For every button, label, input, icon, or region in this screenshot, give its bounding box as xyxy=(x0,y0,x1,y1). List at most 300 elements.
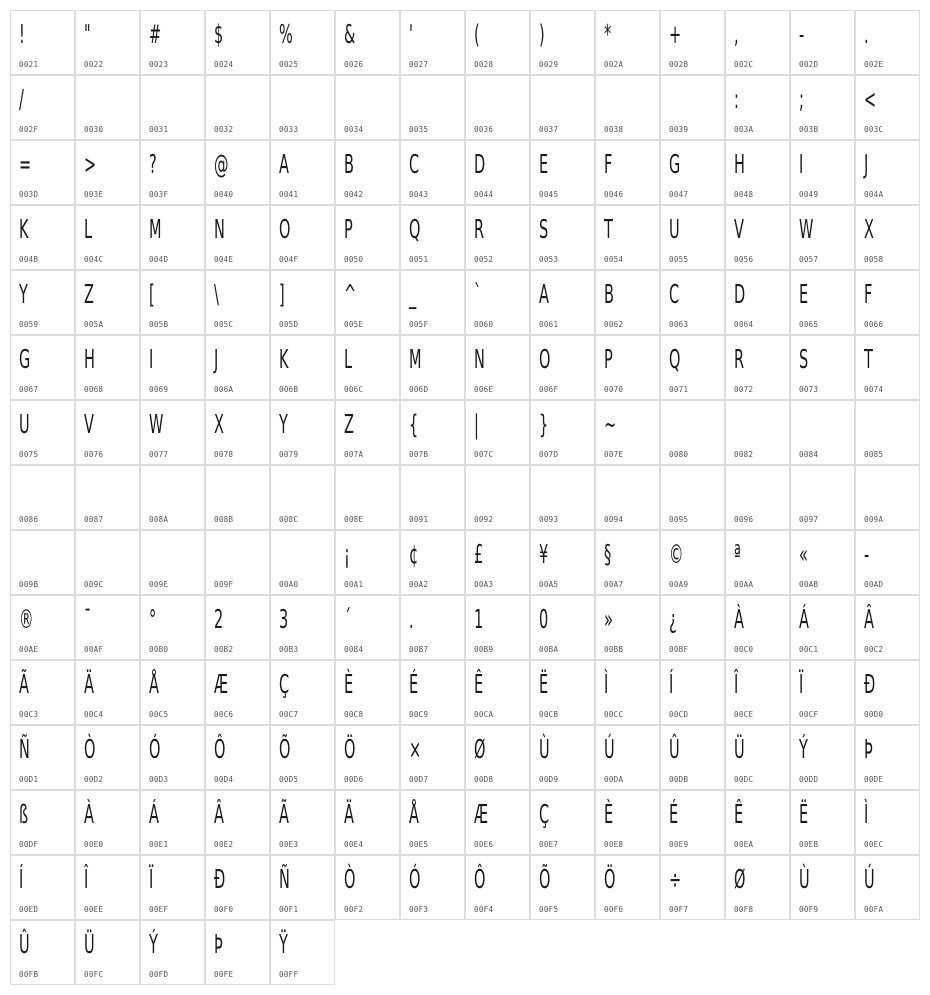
glyph-codepoint: 0048 xyxy=(734,190,754,199)
glyph-character: ¡ xyxy=(344,540,350,570)
glyph-character: E xyxy=(799,280,809,310)
glyph-cell xyxy=(790,465,855,530)
glyph-cell xyxy=(140,270,205,335)
glyph-character: Ã xyxy=(279,800,289,830)
glyph-character: H xyxy=(84,345,95,375)
glyph-character: ÷ xyxy=(669,865,682,895)
glyph-cell xyxy=(530,270,595,335)
glyph-cell xyxy=(75,140,140,205)
glyph-codepoint: 006C xyxy=(344,385,364,394)
glyph-codepoint: 00AA xyxy=(734,580,754,589)
glyph-character: È xyxy=(604,800,614,830)
glyph-codepoint: 00F6 xyxy=(604,905,624,914)
glyph-codepoint: 00D1 xyxy=(19,775,39,784)
glyph-codepoint: 003C xyxy=(864,125,884,134)
glyph-character: % xyxy=(279,20,293,50)
glyph-character: W xyxy=(149,410,164,440)
glyph-character: J xyxy=(864,150,869,180)
glyph-character: X xyxy=(214,410,224,440)
glyph-character: Û xyxy=(669,735,680,765)
glyph-cell xyxy=(790,335,855,400)
glyph-cell xyxy=(75,790,140,855)
glyph-character: Ì xyxy=(604,670,609,700)
glyph-character: Î xyxy=(84,865,89,895)
glyph-codepoint: 0073 xyxy=(799,385,819,394)
glyph-codepoint: 00EE xyxy=(84,905,104,914)
glyph-character: Ô xyxy=(474,865,486,895)
glyph-codepoint: 00C2 xyxy=(864,645,884,654)
glyph-cell xyxy=(140,205,205,270)
glyph-codepoint: 00ED xyxy=(19,905,39,914)
glyph-character: G xyxy=(669,150,681,180)
glyph-character: Þ xyxy=(214,930,223,960)
glyph-codepoint: 00DA xyxy=(604,775,624,784)
glyph-codepoint: 0062 xyxy=(604,320,624,329)
glyph-cell xyxy=(335,790,400,855)
glyph-cell xyxy=(10,920,75,985)
glyph-character: ) xyxy=(539,20,545,50)
glyph-cell xyxy=(465,140,530,205)
glyph-character: ¥ xyxy=(539,540,549,570)
glyph-codepoint: 006A xyxy=(214,385,234,394)
glyph-codepoint: 007D xyxy=(539,450,559,459)
glyph-cell xyxy=(660,140,725,205)
glyph-codepoint: 00C6 xyxy=(214,710,234,719)
glyph-codepoint: 00C3 xyxy=(19,710,39,719)
glyph-codepoint: 00AB xyxy=(799,580,819,589)
glyph-cell xyxy=(140,10,205,75)
glyph-cell xyxy=(595,205,660,270)
glyph-codepoint: 003F xyxy=(149,190,169,199)
glyph-cell xyxy=(530,205,595,270)
glyph-cell xyxy=(855,335,920,400)
glyph-character: 2 xyxy=(214,605,224,635)
glyph-codepoint: 00D0 xyxy=(864,710,884,719)
glyph-cell xyxy=(140,400,205,465)
glyph-codepoint: 00CA xyxy=(474,710,494,719)
glyph-cell xyxy=(790,270,855,335)
glyph-codepoint: 00B7 xyxy=(409,645,429,654)
glyph-codepoint: 0074 xyxy=(864,385,884,394)
glyph-codepoint: 006B xyxy=(279,385,299,394)
glyph-cell xyxy=(465,465,530,530)
glyph-cell xyxy=(335,660,400,725)
glyph-cell xyxy=(465,855,530,920)
glyph-character: Ã xyxy=(19,670,29,700)
glyph-codepoint: 00F0 xyxy=(214,905,234,914)
glyph-cell xyxy=(140,855,205,920)
glyph-codepoint: 004C xyxy=(84,255,104,264)
glyph-cell xyxy=(335,595,400,660)
glyph-character: × xyxy=(409,735,422,765)
glyph-character: R xyxy=(474,215,485,245)
glyph-codepoint: 00E9 xyxy=(669,840,689,849)
glyph-character: Ò xyxy=(344,865,356,895)
glyph-character: Ú xyxy=(604,735,615,765)
glyph-codepoint: 00B4 xyxy=(344,645,364,654)
glyph-cell xyxy=(335,205,400,270)
glyph-character: Ý xyxy=(149,930,158,960)
glyph-codepoint: 007E xyxy=(604,450,624,459)
glyph-character: Z xyxy=(84,280,94,310)
glyph-cell xyxy=(790,725,855,790)
glyph-cell xyxy=(855,725,920,790)
glyph-character: ß xyxy=(19,800,29,830)
glyph-codepoint: 0022 xyxy=(84,60,104,69)
glyph-character: G xyxy=(19,345,31,375)
glyph-codepoint: 0093 xyxy=(539,515,559,524)
glyph-codepoint: 00E4 xyxy=(344,840,364,849)
glyph-cell xyxy=(660,660,725,725)
glyph-codepoint: 0035 xyxy=(409,125,429,134)
glyph-codepoint: 00FE xyxy=(214,970,234,979)
glyph-character: Â xyxy=(864,605,874,635)
glyph-codepoint: 0055 xyxy=(669,255,689,264)
glyph-cell xyxy=(855,855,920,920)
glyph-cell xyxy=(530,140,595,205)
glyph-character: } xyxy=(539,410,549,440)
glyph-cell xyxy=(75,400,140,465)
glyph-codepoint: 00E0 xyxy=(84,840,104,849)
glyph-codepoint: 0053 xyxy=(539,255,559,264)
glyph-character: I xyxy=(799,150,804,180)
glyph-character: B xyxy=(604,280,614,310)
glyph-character: H xyxy=(734,150,745,180)
glyph-codepoint: 002D xyxy=(799,60,819,69)
glyph-character: D xyxy=(474,150,486,180)
glyph-codepoint: 0023 xyxy=(149,60,169,69)
glyph-codepoint: 00A9 xyxy=(669,580,689,589)
glyph-codepoint: 00F8 xyxy=(734,905,754,914)
glyph-codepoint: 0067 xyxy=(19,385,39,394)
glyph-cell xyxy=(75,660,140,725)
glyph-character: Ï xyxy=(149,865,154,895)
glyph-codepoint: 009B xyxy=(19,580,39,589)
glyph-codepoint: 00EA xyxy=(734,840,754,849)
glyph-character: ~ xyxy=(604,410,617,440)
glyph-codepoint: 008A xyxy=(149,515,169,524)
glyph-character: ® xyxy=(19,605,34,635)
glyph-codepoint: 0078 xyxy=(214,450,234,459)
glyph-codepoint: 005E xyxy=(344,320,364,329)
glyph-codepoint: 00C9 xyxy=(409,710,429,719)
glyph-character: ; xyxy=(799,85,804,115)
glyph-cell xyxy=(790,205,855,270)
glyph-cell xyxy=(725,465,790,530)
glyph-codepoint: 0052 xyxy=(474,255,494,264)
glyph-character: Î xyxy=(734,670,739,700)
glyph-codepoint: 0096 xyxy=(734,515,754,524)
glyph-cell xyxy=(660,205,725,270)
glyph-character: C xyxy=(409,150,420,180)
glyph-character: Ñ xyxy=(279,865,290,895)
glyph-codepoint: 00B2 xyxy=(214,645,234,654)
glyph-character: # xyxy=(149,20,162,50)
glyph-codepoint: 00D6 xyxy=(344,775,364,784)
glyph-cell xyxy=(465,530,530,595)
glyph-character: É xyxy=(669,800,679,830)
glyph-character: L xyxy=(84,215,93,245)
glyph-codepoint: 00F5 xyxy=(539,905,559,914)
glyph-cell xyxy=(790,660,855,725)
glyph-codepoint: 00D3 xyxy=(149,775,169,784)
glyph-cell xyxy=(530,595,595,660)
glyph-cell xyxy=(400,335,465,400)
glyph-codepoint: 00AE xyxy=(19,645,39,654)
glyph-cell xyxy=(270,465,335,530)
glyph-cell xyxy=(140,140,205,205)
glyph-codepoint: 00CC xyxy=(604,710,624,719)
glyph-character: & xyxy=(344,20,356,50)
glyph-codepoint: 0084 xyxy=(799,450,819,459)
glyph-codepoint: 00BF xyxy=(669,645,689,654)
glyph-codepoint: 002B xyxy=(669,60,689,69)
glyph-cell xyxy=(725,530,790,595)
glyph-codepoint: 004F xyxy=(279,255,299,264)
glyph-character: ¿ xyxy=(669,605,677,635)
glyph-codepoint: 00BB xyxy=(604,645,624,654)
glyph-character: Í xyxy=(669,670,674,700)
glyph-codepoint: 00D4 xyxy=(214,775,234,784)
glyph-codepoint: 0058 xyxy=(864,255,884,264)
glyph-codepoint: 0063 xyxy=(669,320,689,329)
glyph-character: V xyxy=(734,215,744,245)
glyph-cell xyxy=(335,10,400,75)
glyph-codepoint: 0028 xyxy=(474,60,494,69)
glyph-cell xyxy=(660,725,725,790)
glyph-character: Ý xyxy=(799,735,808,765)
glyph-cell xyxy=(10,530,75,595)
glyph-codepoint: 0040 xyxy=(214,190,234,199)
glyph-codepoint: 00BA xyxy=(539,645,559,654)
glyph-character: Á xyxy=(149,800,159,830)
glyph-codepoint: 0024 xyxy=(214,60,234,69)
glyph-character: Ê xyxy=(474,670,484,700)
glyph-codepoint: 0059 xyxy=(19,320,39,329)
glyph-character: Ò xyxy=(84,735,96,765)
glyph-cell xyxy=(790,595,855,660)
glyph-cell xyxy=(205,270,270,335)
glyph-cell xyxy=(270,530,335,595)
glyph-character: + xyxy=(669,20,682,50)
glyph-codepoint: 0064 xyxy=(734,320,754,329)
glyph-cell xyxy=(75,75,140,140)
glyph-codepoint: 0072 xyxy=(734,385,754,394)
glyph-codepoint: 0049 xyxy=(799,190,819,199)
glyph-cell xyxy=(335,335,400,400)
glyph-codepoint: 0076 xyxy=(84,450,104,459)
glyph-codepoint: 008E xyxy=(344,515,364,524)
glyph-character: ª xyxy=(734,540,741,570)
glyph-codepoint: 0031 xyxy=(149,125,169,134)
glyph-codepoint: 0066 xyxy=(864,320,884,329)
glyph-cell xyxy=(205,595,270,660)
glyph-character: ( xyxy=(474,20,480,50)
glyph-cell xyxy=(725,790,790,855)
glyph-grid xyxy=(10,10,920,985)
glyph-codepoint: 00AD xyxy=(864,580,884,589)
glyph-character: < xyxy=(864,85,877,115)
glyph-cell xyxy=(660,855,725,920)
glyph-character: Ñ xyxy=(19,735,30,765)
glyph-cell xyxy=(660,790,725,855)
glyph-character: * xyxy=(604,20,612,50)
glyph-codepoint: 00E7 xyxy=(539,840,559,849)
glyph-character: F xyxy=(864,280,873,310)
glyph-codepoint: 0071 xyxy=(669,385,689,394)
glyph-cell xyxy=(855,140,920,205)
glyph-codepoint: 0054 xyxy=(604,255,624,264)
glyph-character: Q xyxy=(669,345,681,375)
glyph-cell xyxy=(595,140,660,205)
glyph-cell xyxy=(270,205,335,270)
glyph-cell xyxy=(10,140,75,205)
glyph-cell xyxy=(205,10,270,75)
glyph-codepoint: 0034 xyxy=(344,125,364,134)
glyph-codepoint: 005D xyxy=(279,320,299,329)
glyph-cell xyxy=(725,725,790,790)
glyph-codepoint: 0077 xyxy=(149,450,169,459)
glyph-codepoint: 00F7 xyxy=(669,905,689,914)
glyph-cell xyxy=(595,530,660,595)
glyph-cell xyxy=(205,75,270,140)
glyph-cell xyxy=(400,790,465,855)
glyph-character: ` xyxy=(474,280,482,310)
glyph-codepoint: 00A7 xyxy=(604,580,624,589)
glyph-character: " xyxy=(84,20,91,50)
glyph-character: K xyxy=(279,345,289,375)
glyph-character: 0 xyxy=(539,605,549,635)
glyph-cell xyxy=(855,595,920,660)
glyph-cell xyxy=(725,140,790,205)
glyph-cell xyxy=(855,205,920,270)
glyph-codepoint: 00E1 xyxy=(149,840,169,849)
glyph-cell xyxy=(855,10,920,75)
glyph-cell xyxy=(205,465,270,530)
glyph-codepoint: 0080 xyxy=(669,450,689,459)
glyph-codepoint: 004B xyxy=(19,255,39,264)
glyph-character: « xyxy=(799,540,808,570)
glyph-codepoint: 00FD xyxy=(149,970,169,979)
glyph-character: Đ xyxy=(214,865,226,895)
glyph-cell xyxy=(725,75,790,140)
glyph-character: § xyxy=(604,540,612,570)
glyph-character: { xyxy=(409,410,419,440)
glyph-codepoint: 00C0 xyxy=(734,645,754,654)
glyph-codepoint: 00DE xyxy=(864,775,884,784)
glyph-cell xyxy=(75,465,140,530)
glyph-codepoint: 007C xyxy=(474,450,494,459)
glyph-character: Þ xyxy=(864,735,873,765)
glyph-cell xyxy=(465,660,530,725)
glyph-character: Ç xyxy=(279,670,290,700)
glyph-codepoint: 003D xyxy=(19,190,39,199)
glyph-codepoint: 008B xyxy=(214,515,234,524)
glyph-cell xyxy=(270,725,335,790)
glyph-codepoint: 00DC xyxy=(734,775,754,784)
glyph-codepoint: 0026 xyxy=(344,60,364,69)
glyph-cell xyxy=(855,400,920,465)
glyph-cell xyxy=(140,920,205,985)
glyph-cell xyxy=(75,335,140,400)
glyph-character: E xyxy=(539,150,549,180)
glyph-codepoint: 003B xyxy=(799,125,819,134)
glyph-codepoint: 0025 xyxy=(279,60,299,69)
glyph-character: ' xyxy=(409,20,413,50)
glyph-character: Æ xyxy=(214,670,229,700)
glyph-cell xyxy=(790,790,855,855)
glyph-codepoint: 0082 xyxy=(734,450,754,459)
glyph-character: Ì xyxy=(864,800,869,830)
glyph-codepoint: 005A xyxy=(84,320,104,329)
glyph-character: Q xyxy=(409,215,421,245)
glyph-codepoint: 00B9 xyxy=(474,645,494,654)
glyph-character: . xyxy=(409,605,414,635)
glyph-character: Â xyxy=(214,800,224,830)
glyph-codepoint: 00CF xyxy=(799,710,819,719)
glyph-character: \ xyxy=(214,280,219,310)
glyph-cell xyxy=(140,75,205,140)
glyph-character: Û xyxy=(19,930,30,960)
glyph-codepoint: 0037 xyxy=(539,125,559,134)
glyph-cell xyxy=(465,400,530,465)
glyph-cell xyxy=(595,855,660,920)
glyph-cell xyxy=(75,595,140,660)
glyph-codepoint: 003E xyxy=(84,190,104,199)
glyph-cell xyxy=(400,400,465,465)
glyph-cell xyxy=(465,10,530,75)
glyph-cell xyxy=(75,205,140,270)
glyph-character: U xyxy=(669,215,680,245)
glyph-cell xyxy=(205,725,270,790)
glyph-cell xyxy=(75,725,140,790)
glyph-character: _ xyxy=(409,280,417,310)
glyph-codepoint: 00C5 xyxy=(149,710,169,719)
glyph-codepoint: 006D xyxy=(409,385,429,394)
glyph-character: Æ xyxy=(474,800,489,830)
glyph-cell xyxy=(790,75,855,140)
glyph-codepoint: 00F1 xyxy=(279,905,299,914)
glyph-codepoint: 00A5 xyxy=(539,580,559,589)
glyph-codepoint: 0092 xyxy=(474,515,494,524)
glyph-cell xyxy=(75,10,140,75)
glyph-character: Ë xyxy=(799,800,809,830)
glyph-cell xyxy=(140,595,205,660)
glyph-cell xyxy=(335,855,400,920)
glyph-codepoint: 00DF xyxy=(19,840,39,849)
glyph-character: Ù xyxy=(539,735,550,765)
glyph-character: O xyxy=(539,345,551,375)
glyph-cell xyxy=(855,270,920,335)
glyph-character: O xyxy=(279,215,291,245)
glyph-character: ° xyxy=(149,605,157,635)
glyph-cell xyxy=(465,270,530,335)
glyph-cell xyxy=(10,855,75,920)
glyph-cell xyxy=(790,400,855,465)
glyph-character: À xyxy=(734,605,744,635)
glyph-cell xyxy=(790,530,855,595)
glyph-cell xyxy=(725,270,790,335)
glyph-cell xyxy=(465,725,530,790)
glyph-codepoint: 00A1 xyxy=(344,580,364,589)
glyph-character: Á xyxy=(799,605,809,635)
glyph-character: B xyxy=(344,150,354,180)
glyph-character: M xyxy=(409,345,422,375)
glyph-cell xyxy=(530,725,595,790)
glyph-cell xyxy=(530,790,595,855)
glyph-character: P xyxy=(344,215,353,245)
glyph-codepoint: 00EF xyxy=(149,905,169,914)
